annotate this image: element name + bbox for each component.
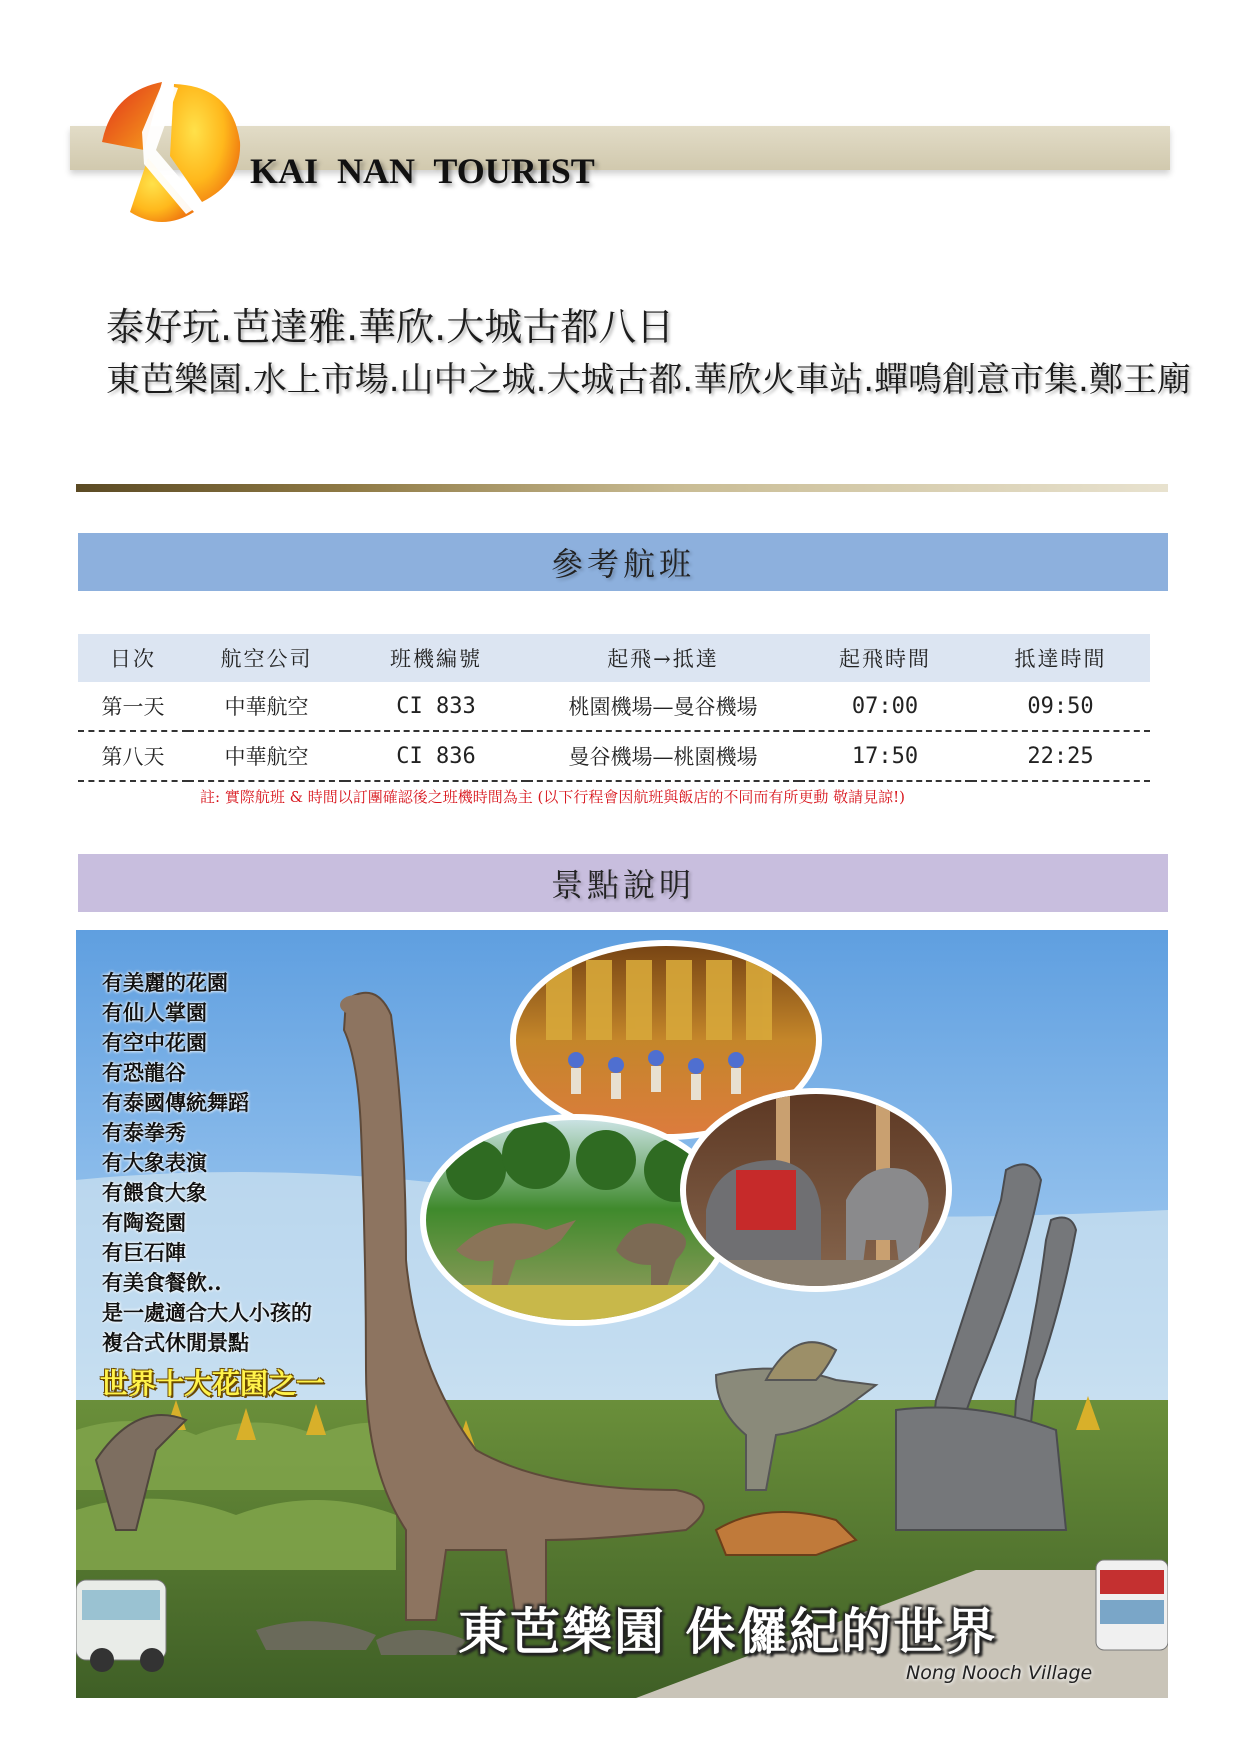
cell-departure-time: 17:50 (799, 731, 971, 781)
attractions-section-title: 景點說明 (78, 854, 1168, 912)
tour-highlights: 東芭樂園.水上市場.山中之城.大城古都.華欣火車站.蟬鳴創意市集.鄭王廟 (106, 360, 1191, 400)
cell-day: 第八天 (78, 731, 188, 781)
list-item: 有陶瓷園 (102, 1210, 186, 1235)
tour-title: 泰好玩.芭達雅.華欣.大城古都八日 (106, 305, 675, 349)
cell-route: 桃園機場—曼谷機場 (527, 682, 799, 731)
list-item: 有美麗的花園 (102, 970, 228, 995)
garden-badge: 世界十大花園之一 (100, 1367, 325, 1400)
feature-list (102, 968, 312, 1358)
list-item: 有美食餐飲.. (102, 1270, 222, 1295)
column-header-departure-time: 起飛時間 (799, 634, 971, 682)
park-caption: 東芭樂園 侏儸紀的世界 (458, 1603, 998, 1661)
company-logo (82, 72, 252, 232)
cell-arrival-time: 22:25 (971, 731, 1150, 781)
list-item: 有泰國傳統舞蹈 (102, 1090, 249, 1115)
column-header-arrival-time: 抵達時間 (971, 634, 1150, 682)
cell-airline: 中華航空 (188, 731, 345, 781)
cell-airline: 中華航空 (188, 682, 345, 731)
table-header-row (78, 634, 1150, 682)
cell-route: 曼谷機場—桃園機場 (527, 731, 799, 781)
list-item: 有大象表演 (102, 1150, 207, 1175)
cell-departure-time: 07:00 (799, 682, 971, 731)
column-header-day: 日次 (78, 634, 188, 682)
column-header-airline: 航空公司 (188, 634, 345, 682)
column-header-flight-number: 班機編號 (345, 634, 527, 682)
divider (76, 484, 1168, 492)
flight-section-title: 參考航班 (78, 533, 1168, 591)
list-item: 是一處適合大人小孩的 (102, 1300, 312, 1325)
list-item: 有空中花園 (102, 1030, 207, 1055)
company-name: KAI NAN TOURIST (250, 151, 595, 191)
list-item: 有仙人掌園 (102, 1000, 207, 1025)
table-row (78, 682, 1150, 731)
flight-table (78, 634, 1150, 782)
column-header-route: 起飛→抵達 (527, 634, 799, 682)
park-caption-english: Nong Nooch Village (906, 1662, 1093, 1684)
list-item: 有巨石陣 (102, 1240, 186, 1265)
cell-flight-number: CI 833 (345, 682, 527, 731)
list-item: 有餵食大象 (102, 1180, 207, 1205)
cell-arrival-time: 09:50 (971, 682, 1150, 731)
cell-day: 第一天 (78, 682, 188, 731)
flight-note: 註: 實際航班 & 時間以訂團確認後之班機時間為主 (以下行程會因航班與飯店的不同而有所更動 敬請見諒!) (200, 788, 905, 806)
nong-nooch-photo (76, 930, 1168, 1698)
table-row (78, 731, 1150, 781)
list-item: 有恐龍谷 (102, 1060, 186, 1085)
list-item: 複合式休閒景點 (102, 1330, 249, 1355)
list-item: 有泰拳秀 (102, 1120, 186, 1145)
cell-flight-number: CI 836 (345, 731, 527, 781)
